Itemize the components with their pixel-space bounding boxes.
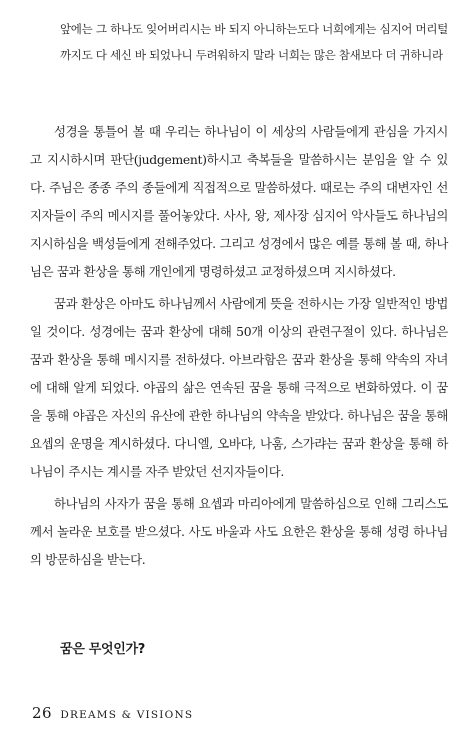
paragraph-2: 꿈과 환상은 아마도 하나님께서 사람에게 뜻을 전하시는 가장 일반적인 방법일 것이다. 성경에는 꿈과 환상에 대해 50개 이상의 관련구절이 있다. 하나님은 꿈과 환상을 통해 메시지를 전하셨다. 아브라함은 꿈과 환상을 통해 약속의 자녀에 대해 알게 되었다. 야곱의 삶은 연속된 꿈을 통해 극적으로 변화하였다. 이 꿈을 통해 야곱은 자신의 유산에 관한 하나님의 약속을 받았다. 하나님은 꿈을 통해 요셉의 운명을 계시하셨다. 다니엘, 오바댜, 나훔, 스가랴는 꿈과 환상을 통해 하나님이 주시는 계시를 자주 받았던 선지자들이다. — [30, 296, 448, 479]
page-footer — [32, 704, 193, 722]
page-number: 26 — [32, 704, 53, 722]
body-text — [30, 118, 448, 578]
running-title: DREAMS & VISIONS — [60, 709, 194, 721]
paragraph-1: 성경을 통틀어 볼 때 우리는 하나님이 이 세상의 사람들에게 관심을 가지시고 지시하시며 판단(judgement)하시고 축복들을 말씀하시는 분임을 알 수 있다. 주님은 종종 주의 종들에게 직접적으로 말씀하셨다. 때로는 주의 대변자인 선지자들이 주의 메시지를 풀어놓았다. 사사, 왕, 제사장 심지어 악사들도 하나님의 지시하심을 백성들에게 전해주었다. 그리고 성경에서 많은 예를 통해 볼 때, 하나님은 꿈과 환상을 통해 개인에게 명령하셨고 교정하셨으며 지시하셨다. — [30, 124, 448, 279]
paragraph-3: 하나님의 사자가 꿈을 통해 요셉과 마리아에게 말씀하심으로 인해 그리스도께서 놀라운 보호를 받으셨다. 사도 바울과 사도 요한은 환상을 통해 성령 하나님의 방문하심을 받는다. — [30, 496, 448, 567]
scripture-quote: 앞에는 그 하나도 잊어버리시는 바 되지 아니하는도다 너희에게는 심지어 머리털까지도 다 세신 바 되었나니 두려워하지 말라 너희는 많은 참새보다 더 귀하니라 — [60, 22, 448, 62]
section-heading: 꿈은 무엇인가? — [60, 642, 146, 657]
